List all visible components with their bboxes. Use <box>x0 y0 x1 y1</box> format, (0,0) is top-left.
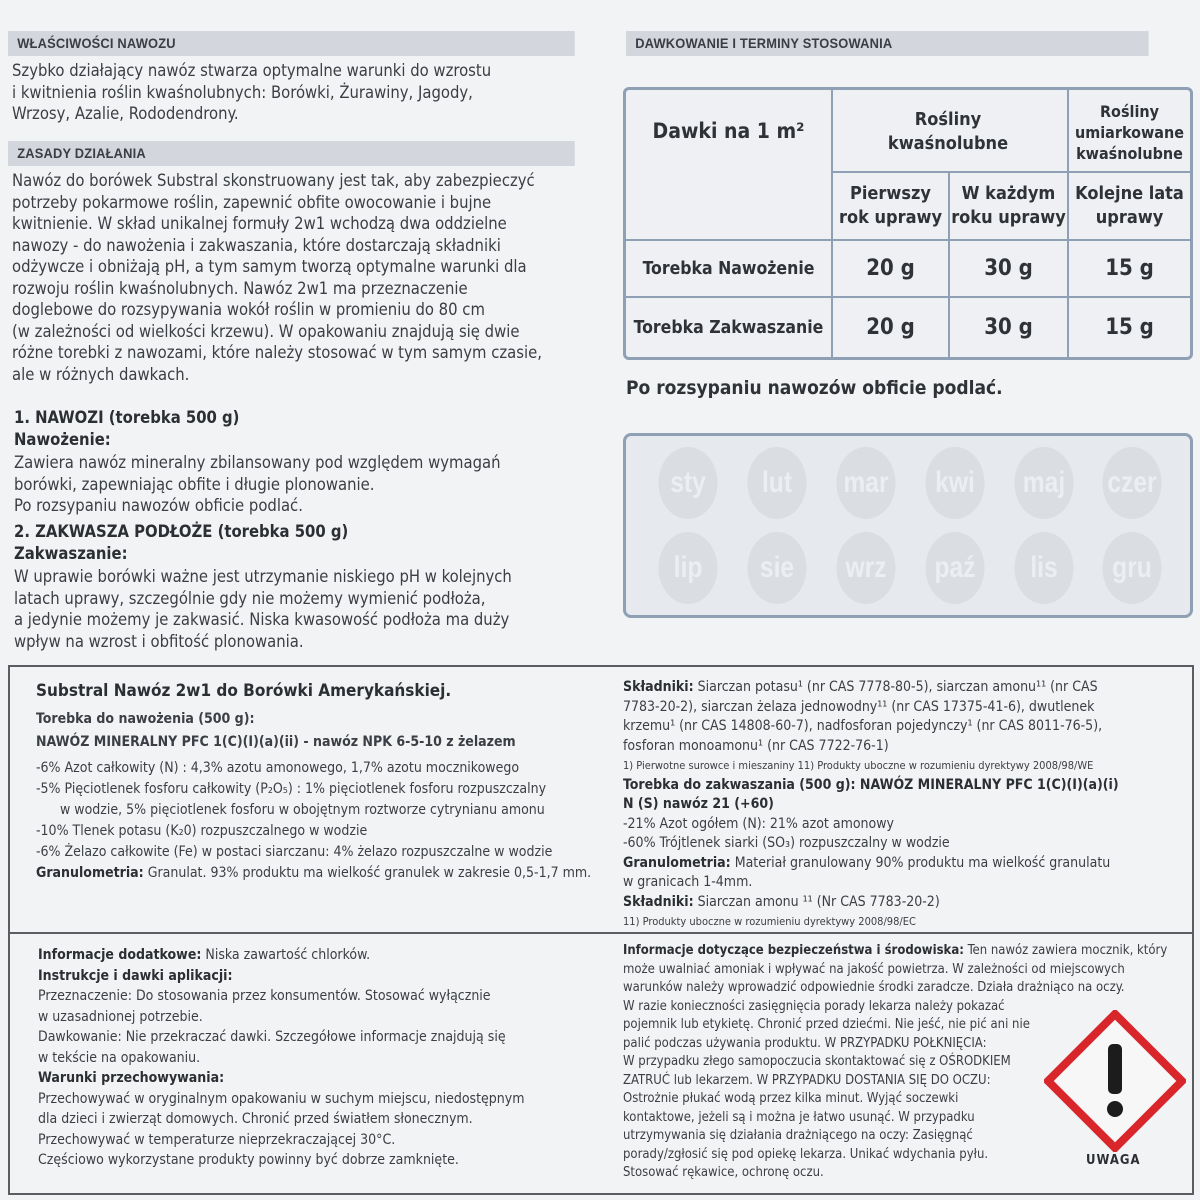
text-line: Szybko działający nawóz stwarza optymalne warunki do wzrostu <box>12 61 492 80</box>
subheading-acidify: Zakwaszanie: <box>14 544 128 563</box>
month-lip: lip <box>658 532 717 604</box>
text-line: latach uprawy, szczególnie gdy nie możemy wymienić podłoża, <box>14 588 486 608</box>
text-line: rozwoju roślin kwaśnolubnych. Nawóz 2w1 ma przeznaczenie <box>12 278 468 298</box>
text-line: odżywcze i obniżają pH, a tym samym tworzą optymalne warunki dla <box>12 257 527 276</box>
granulometry-label: Granulometria: <box>623 854 731 871</box>
text-line: Po rozsypaniu nawozów obficie podlać. <box>14 496 303 515</box>
table-cell: 20 g <box>866 256 915 281</box>
extra-value: Niska zawartość chlorków. <box>201 947 371 963</box>
text-line: doglebowe do rozsypywania wokół roślin w promieniu do 80 cm <box>12 300 485 319</box>
ingredients-label: Składniki: <box>623 893 694 910</box>
table-row-label: Torebka Zakwaszanie <box>633 317 824 338</box>
footnote: 11) Produkty uboczne w rozumieniu dyrektywy 2008/98/EC <box>623 915 916 928</box>
storage-label: Warunki przechowywania: <box>38 1070 225 1086</box>
month-wrz: wrz <box>836 532 895 604</box>
text-line: kontaktowe, jeżeli są i można je łatwo usunąć. W przypadku <box>623 1109 975 1125</box>
granulometry-value: Materiał granulowany 90% produktu ma wielkość granulatu <box>730 854 1111 871</box>
text-line: W uprawie borówki ważne jest utrzymanie niskiego pH w kolejnych <box>14 567 512 586</box>
table-col-every-year: W każdym roku uprawy <box>951 183 1066 228</box>
table-cell: 30 g <box>984 256 1033 281</box>
text-line: może uwalniać amoniak i wpływać na jakość powietrza. W zależności od miejscowych <box>623 961 1125 977</box>
text-line: -6% Azot całkowity (N) : 4,3% azotu amonowego, 1,7% azotu mocznikowego <box>36 760 520 776</box>
text-line: -21% Azot ogółem (N): 21% azot amonowy <box>623 815 894 832</box>
bag2-type: N (S) nawóz 21 (+60) <box>623 796 774 812</box>
table-group-moderate: Rośliny umiarkowane kwaśnolubne <box>1074 101 1185 163</box>
table-col-first-year: Pierwszy rok uprawy <box>838 183 943 228</box>
month-maj: maj <box>1014 447 1073 519</box>
text-line: wpływ na wzrost i obfitość plonowania. <box>14 631 304 651</box>
action-text <box>12 170 582 385</box>
text-line: ale w różnych dawkach. <box>12 364 190 384</box>
text-line: utrzymywania się działania drażniącego na oczy: Zasięgnąć <box>623 1128 973 1143</box>
footnote: 1) Pierwotne surowce i mieszaniny 11) Produkty uboczne w rozumieniu dyrektywy 2008/98/WE <box>623 759 1094 772</box>
text-line: Siarczan amonu ¹¹ (Nr CAS 7783-20-2) <box>693 893 940 910</box>
properties-text <box>12 60 572 125</box>
month-sty: sty <box>658 447 717 519</box>
text-line: Przeznaczenie: Do stosowania przez konsumentów. Stosować wyłącznie <box>38 988 491 1004</box>
granulometry-label: Granulometria: <box>36 865 144 881</box>
heading-acidify: 2. ZAKWASZA PODŁOŻE (torebka 500 g) <box>14 522 349 541</box>
text-line: (w zależności od wielkości krzewu). W opakowaniu znajdują się dwie <box>12 321 520 341</box>
text-line: borówki, zapewniając obfite i długie plonowanie. <box>14 474 375 494</box>
text-line: Ten nawóz zawiera mocznik, który <box>963 943 1168 958</box>
granulometry-value: Granulat. 93% produktu ma wielkość granulek w zakresie 0,5-1,7 mm. <box>143 865 592 881</box>
text-line: dla dzieci i zwierząt domowych. Chronić przed światłem słonecznym. <box>38 1111 473 1127</box>
text-line: warunków należy wprowadzić odpowiednie środki zaradcze. Działa drażniąco na oczy. <box>623 980 1125 995</box>
text-line: Przechowywać w oryginalnym opakowaniu w suchym miejscu, niedostępnym <box>38 1090 525 1107</box>
text-line: różne torebki z nawozami, które należy stosować w tym samym czasie, <box>12 343 542 362</box>
safety-label: Informacje dotyczące bezpieczeństwa i środowiska: <box>623 943 964 958</box>
section-header-action: ZASADY DZIAŁANIA <box>8 141 575 166</box>
section-header-properties: WŁAŚCIWOŚCI NAWOZU <box>8 31 575 56</box>
table-cell: 20 g <box>866 315 915 340</box>
text-line: W przypadku złego samopoczucia skontaktować się z OŚRODKIEM <box>623 1054 1011 1069</box>
panel-divider <box>8 932 1194 934</box>
text-line: Zawiera nawóz mineralny zbilansowany pod względem wymagań <box>14 453 501 472</box>
text-line: Dawkowanie: Nie przekraczać dawki. Szczegółowe informacje znajdują się <box>38 1029 506 1045</box>
text-line: potrzeby pokarmowe roślin, zapewnić obfite owocowanie i bujne <box>12 192 492 212</box>
text-line: -5% Pięciotlenek fosforu całkowity (P₂O₅) : 1% pięciotlenek fosforu rozpuszczalny <box>36 781 547 797</box>
table-cell: 15 g <box>1105 315 1154 340</box>
instructions-label: Instrukcje i dawki aplikacji: <box>38 967 233 984</box>
bag2-title: Torebka do zakwaszania (500 g): NAWÓZ MINERALNY PFC 1(C)(I)(a)(i) <box>623 776 1119 793</box>
text-line: a jedynie możemy je zakwasić. Niska kwasowość podłoża ma duży <box>14 610 510 629</box>
text-line: porady/zgłosić się pod opiekę lekarza. Unikać wdychania pyłu. <box>623 1146 989 1162</box>
month-lis: lis <box>1014 532 1073 604</box>
text-line: Ostrożnie płukać wodą przez kilka minut. Wyjąć soczewki <box>623 1091 959 1106</box>
ingredients-block <box>623 678 1119 932</box>
warning-pictogram-icon <box>1044 1010 1186 1152</box>
text-line: Siarczan potasu¹ (nr CAS 7778-80-5), siarczan amonu¹¹ (nr CAS <box>693 679 1098 695</box>
month-lut: lut <box>747 447 806 519</box>
text-line: -60% Trójtlenek siarki (SO₃) rozpuszczalny w wodzie <box>623 835 950 851</box>
text-line: palić podczas używania produktu. W PRZYPADKU POŁKNIĘCIA: <box>623 1035 987 1051</box>
bag1-title: Torebka do nawożenia (500 g): <box>36 711 255 727</box>
text-line: Stosować rękawice, ochronę oczu. <box>623 1165 824 1180</box>
table-group-acid: Rośliny kwaśnolubne <box>887 109 1009 154</box>
additional-info <box>38 945 525 1171</box>
product-title: Substral Nawóz 2w1 do Borówki Amerykańskiej. <box>36 681 452 701</box>
subheading-fertilize: Nawożenie: <box>14 430 111 449</box>
text-line: pojemnik lub etykietę. Chronić przed dziećmi. Nie jeść, nie pić ani nie <box>623 1017 1030 1032</box>
month-czer: czer <box>1102 447 1161 519</box>
table-corner: Dawki na 1 m² <box>652 118 805 143</box>
text-line: -6% Żelazo całkowite (Fe) w postaci siarczanu: 4% żelazo rozpuszczalne w wodzie <box>36 844 553 860</box>
month-mar: mar <box>836 447 895 519</box>
text-line: w uzasadnionej potrzebie. <box>38 1008 203 1025</box>
ingredients-label: Składniki: <box>623 679 694 695</box>
month-kwi: kwi <box>925 447 984 519</box>
fertilize-text <box>14 452 574 517</box>
month-paz: paź <box>925 532 984 604</box>
text-line: krzemu¹ (nr CAS 14808-60-7), nadfosforan pojedynczy¹ (nr CAS 8011-76-5), <box>623 718 1103 734</box>
bag1-type: NAWÓZ MINERALNY PFC 1(C)(I)(a)(ii) - nawóz NPK 6-5-10 z żelazem <box>36 734 516 750</box>
text-line: w tekście na opakowaniu. <box>38 1049 201 1066</box>
table-cell: 15 g <box>1105 256 1154 281</box>
text-line: -10% Tlenek potasu (K₂0) rozpuszczalnego w wodzie <box>36 823 368 839</box>
month-sie: sie <box>747 532 806 604</box>
month-gru: gru <box>1102 532 1161 604</box>
extra-label: Informacje dodatkowe: <box>38 947 202 963</box>
month-calendar <box>623 433 1193 618</box>
text-line: w wodzie, 5% pięciotlenek fosforu w obojętnym roztworze cytrynianu amonu <box>60 802 545 818</box>
warning-label: UWAGA <box>1086 1153 1141 1168</box>
text-line: fosforan monoamonu¹ (nr CAS 7722-76-1) <box>623 737 889 754</box>
text-line: Częściowo wykorzystane produkty powinny być dobrze zamknięte. <box>38 1152 459 1168</box>
text-line: 7783-20-2), siarczan żelaza jednowodny¹¹ (nr CAS 17375-41-6), dwutlenek <box>623 698 1095 715</box>
text-line: Wrzosy, Azalie, Rododendrony. <box>12 104 239 123</box>
text-line: ZATRUĆ lub lekarzem. W PRZYPADKU DOSTANIA SIĘ DO OCZU: <box>623 1072 991 1088</box>
after-note: Po rozsypaniu nawozów obficie podlać. <box>626 377 1003 399</box>
text-line: kwitnienie. W skład unikalnej formuły 2w1 wchodzą dwa oddzielne <box>12 214 507 233</box>
text-line: w granicach 1-4mm. <box>623 874 753 890</box>
text-line: Nawóz do borówek Substral skonstruowany jest tak, aby zabezpieczyć <box>12 171 535 190</box>
table-row-label: Torebka Nawożenie <box>642 258 815 279</box>
text-line: i kwitnienia roślin kwaśnolubnych: Borówki, Żurawiny, Jagody, <box>12 82 473 102</box>
dosing-table <box>623 87 1193 360</box>
text-line: Przechowywać w temperaturze nieprzekraczającej 30°C. <box>38 1131 396 1148</box>
section-header-dosing: DAWKOWANIE I TERMINY STOSOWANIA <box>626 31 1149 56</box>
text-line: W razie konieczności zasięgnięcia porady lekarza należy pokazać <box>623 998 1005 1014</box>
bag1-composition <box>36 758 591 884</box>
table-col-next-years: Kolejne lata uprawy <box>1075 183 1184 228</box>
table-cell: 30 g <box>984 315 1033 340</box>
heading-fertilize: 1. NAWOZI (torebka 500 g) <box>14 408 240 427</box>
text-line: nawozy - do nawożenia i zakwaszania, które dostarczają składniki <box>12 235 501 255</box>
acidify-text <box>14 566 574 652</box>
